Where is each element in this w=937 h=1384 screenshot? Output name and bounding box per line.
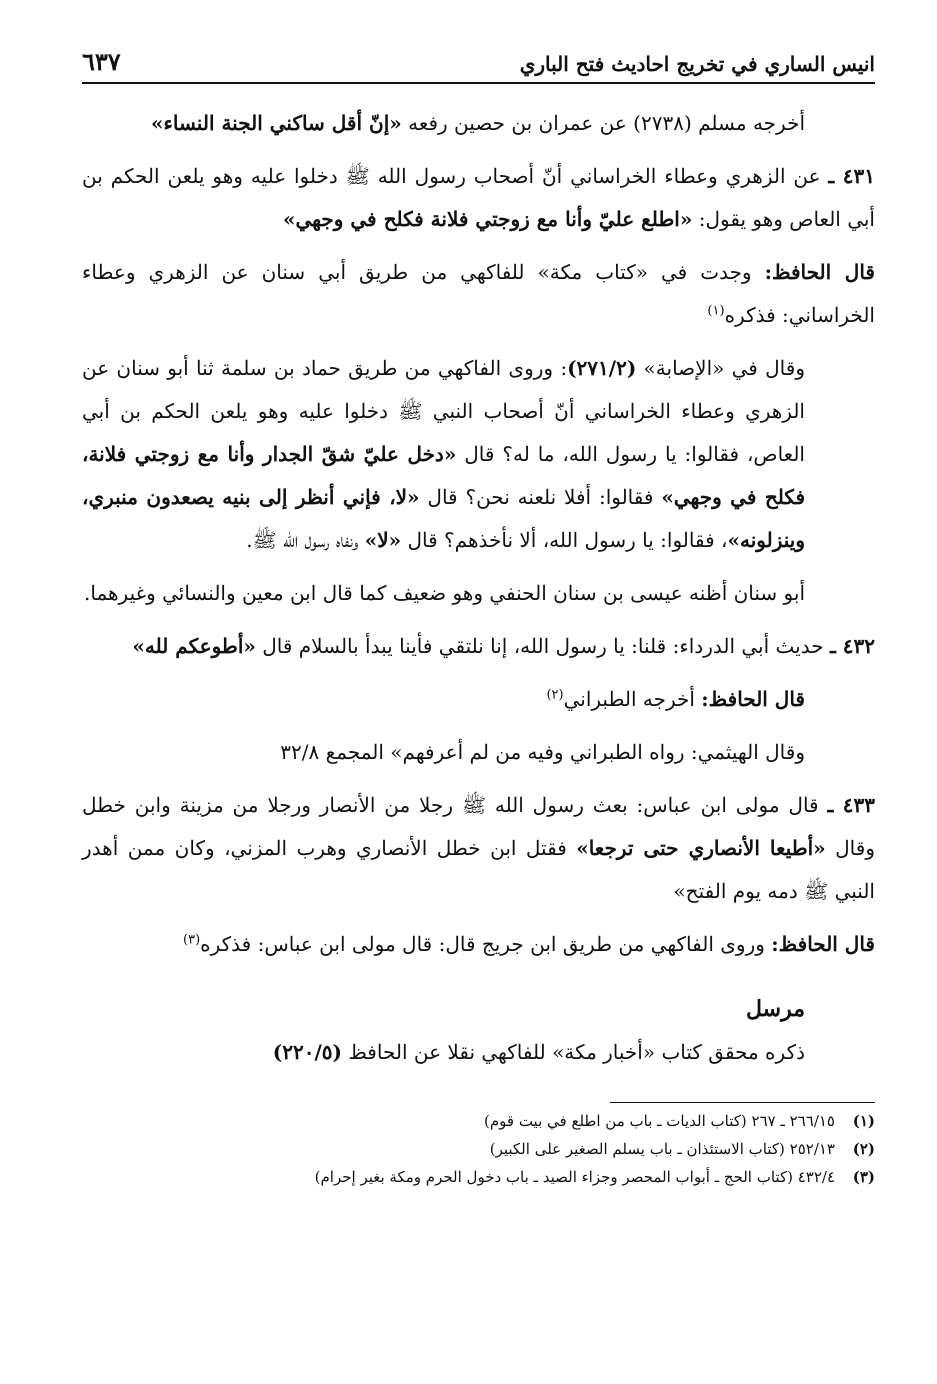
hafiz-note-432: قال الحافظ: أخرجه الطبراني$^{(٢)}$: [546, 687, 805, 711]
footnote-item: (٣) ٤٣٢/٤ (كتاب الحج ـ أبواب المحصر وجزاء الصيد ـ باب دخول الحرم ومكة بغير إحرام): [314, 1168, 875, 1186]
page-number: ٦٣٧: [82, 47, 121, 76]
haythami-note: وقال الهيثمي: رواه الطبراني وفيه من لم أعرفهم» المجمع ٣٢/٨: [280, 740, 805, 764]
section-heading-mursal: مرسل: [745, 996, 805, 1022]
abu-sinan-note: أبو سنان أظنه عيسى بن سنان الحنفي وهو ضعيف كما قال ابن معين والنسائي وغيرهما.: [84, 581, 805, 605]
footnotes: [82, 1107, 875, 1191]
hadith-433: ٤٣٣ ـ قال مولى ابن عباس: بعث رسول الله ﷺ رجلا من الأنصار ورجلا من مزينة وابن خطل وقال «أطيعا الأنصاري حتى ترجعا» فقتل ابن خطل الأنصاري وهرب المزني، وكان ممن أهدر النبي ﷺ دمه يوم الفتح»: [82, 793, 875, 903]
hafiz-note-433: قال الحافظ: وروى الفاكهي من طريق ابن جريج قال: قال مولى ابن عباس: فذكره$^{(٣)}$: [183, 932, 875, 956]
hadith-432: ٤٣٢ ـ حديث أبي الدرداء: قلنا: يا رسول الله، إنا نلتقي فأينا يبدأ بالسلام قال «أطوعكم لله»: [132, 634, 875, 658]
footnote-ref: (٢): [546, 687, 564, 703]
hafiz-label: قال الحافظ:: [764, 260, 875, 284]
hadith-431: ٤٣١ ـ عن الزهري وعطاء الخراساني أنّ أصحاب رسول الله ﷺ دخلوا عليه وهو يلعن الحكم بن أبي العاص وهو يقول: «اطلع عليّ وأنا مع زوجتي فلانة فكلح في وجهي»: [82, 164, 875, 231]
muhaqqiq-note: ذكره محقق كتاب «أخبار مكة» للفاكهي نقلا عن الحافظ (٢٢٠/٥): [272, 1040, 805, 1064]
page-body: [82, 102, 875, 1074]
footnote-ref: (٣): [183, 932, 201, 948]
page-header: [82, 40, 875, 84]
footnote-item: (١) ٢٦٦/١٥ ـ ٢٦٧ (كتاب الديات ـ باب من اطلع في بيت قوم): [484, 1112, 875, 1130]
hafiz-label: قال الحافظ:: [771, 932, 875, 956]
hadith-number: ٤٣١ ـ: [828, 164, 875, 188]
footnote-divider: [610, 1102, 875, 1103]
paragraph-muslim: أخرجه مسلم (٢٧٣٨) عن عمران بن حصين رفعه «إنّ أقل ساكني الجنة النساء»: [150, 111, 805, 135]
hadith-number: ٤٣٣ ـ: [827, 793, 875, 817]
footnote-ref: (١): [707, 303, 725, 319]
hafiz-note-431: قال الحافظ: وجدت في «كتاب مكة» للفاكهي من طريق أبي سنان عن الزهري وعطاء الخراساني: فذكره$^{(١)}$: [82, 260, 875, 327]
isaba-paragraph: وقال في «الإصابة» (٢٧١/٢): وروى الفاكهي من طريق حماد بن سلمة ثنا أبو سنان عن الزهري وعطاء الخراساني أنّ أصحاب النبي ﷺ دخلوا عليه وهو يلعن الحكم بن أبي العاص، فقالوا: يا رسول الله، ما له؟ قال «دخل عليّ شقّ الجدار وأنا مع زوجتي فلانة، فكلح في وجهي» فقالوا: أفلا نلعنه نحن؟ قال «لا، فإني أنظر إلى بنيه يصعدون منبري، وينزلونه»، فقالوا: يا رسول الله، ألا نأخذهم؟ قال «لا» ونفاه رسول الله ﷺ.: [82, 356, 805, 552]
hafiz-label: قال الحافظ:: [701, 687, 805, 711]
footnote-item: (٢) ٢٥٢/١٣ (كتاب الاستئذان ـ باب يسلم الصغير على الكبير): [489, 1140, 875, 1158]
hadith-number: ٤٣٢ ـ: [829, 634, 875, 658]
running-title: انيس الساري في تخريج احاديث فتح الباري: [519, 52, 875, 76]
